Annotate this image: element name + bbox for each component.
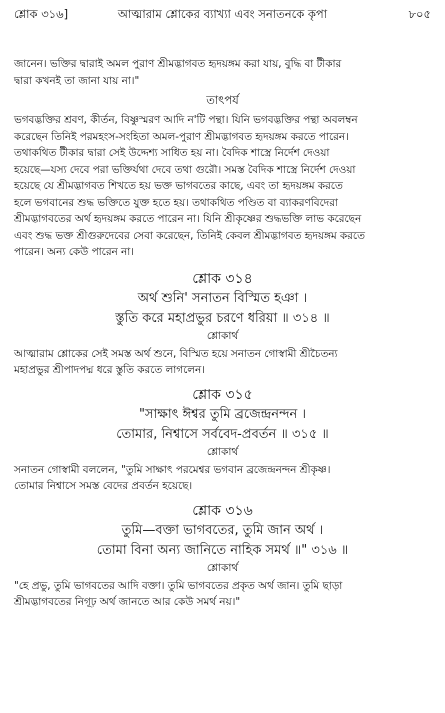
text-line: ভগবদ্ভক্তির শ্রবণ, কীর্তন, বিষ্ণুস্মরণ আদি ন'টি পন্থা। যিনি ভগবদ্ভক্তির পন্থা অবলম্বন (14, 114, 358, 126)
translation-label: শ্লোকার্থ (206, 445, 239, 458)
verse-number-314: শ্লোক ৩১৪ (192, 270, 253, 287)
verse-number-315: শ্লোক ৩১৫ (192, 386, 253, 403)
text-line: এবং শুদ্ধ ভক্ত শ্রীগুরুদেবের সেবা করেছেন, তিনিই কেবল শ্রীমদ্ভাগবত হৃদয়ঙ্গম করতে (14, 229, 365, 242)
translation-label: শ্লোকার্থ (206, 329, 239, 342)
intro-paragraph (14, 56, 431, 89)
verse-number-316: শ্লোক ৩১৬ (192, 502, 253, 519)
verse-line: তোমার, নিশ্বাসে সর্ববেদ-প্রবর্তন ॥ ৩১৫ ॥ (116, 426, 329, 442)
text-line: মহাপ্রভুর শ্রীপাদপদ্ম ধরে স্তুতি করতে লাগলেন। (14, 364, 205, 376)
verse-line: "সাক্ষাৎ ঈশ্বর তুমি ব্রজেন্দ্রনন্দন । (138, 406, 307, 422)
verse-line: অর্থ শুনি' সনাতন বিস্মিত হঞা । (137, 290, 308, 306)
text-line: সনাতন গোস্বামী বললেন, "তুমি সাক্ষাৎ পরমেশ্বর ভগবান ব্রজেন্দ্রনন্দন শ্রীকৃষ্ণ। (14, 463, 331, 476)
text-line: জানেন। ভক্তির দ্বারাই অমল পুরাণ শ্রীমদ্ভাগবত হৃদয়ঙ্গম করা যায়, বুদ্ধি বা টীকার (14, 58, 342, 70)
text-line: করেছেন তিনিই পরমহংস-সংহিতা অমল-পুরাণ শ্রীমদ্ভাগবত হৃদয়ঙ্গম করতে পারেন। (14, 130, 349, 143)
text-line: তোমার নিশ্বাসে সমস্ত বেদের প্রবর্তন হয়েছে। (14, 480, 193, 492)
text-line: "হে প্রভু, তুমি ভাগবতের আদি বক্তা। তুমি ভাগবতের প্রকৃত অর্থ জান। তুমি ছাড়া (14, 579, 343, 592)
page-body (14, 56, 431, 613)
text-line: আত্মারাম শ্লোকের সেই সমস্ত অর্থ শুনে, বিস্মিত হয়ে সনাতন গোস্বামী শ্রীচৈতন্য (14, 347, 338, 360)
verse-line: তুমি—বক্তা ভাগবতের, তুমি জান অর্থ । (121, 522, 324, 538)
header-verse-ref: শ্লোক ৩১৬] (14, 7, 69, 21)
text-line: দ্বারা কখনই তা জানা যায় না।" (14, 74, 140, 87)
text-line: হয়েছে—যস্য দেবে পরা ভক্তির্যথা দেবে তথা গুরৌ। সমস্ত বৈদিক শাস্ত্রে নির্দেশ দেওয়া (14, 163, 356, 176)
translation-paragraph-314 (14, 346, 431, 379)
translation-label: শ্লোকার্থ (206, 561, 239, 574)
header-page-number: ৮০৫ (408, 7, 431, 21)
verse-line: স্তুতি করে মহাপ্রভুর চরণে ধরিয়া ॥ ৩১৪ ॥ (115, 310, 330, 326)
purport-paragraph (14, 112, 431, 261)
header-chapter-title: আত্মারাম শ্লোকের ব্যাখ্যা এবং সনাতনকে কৃপা (117, 7, 328, 21)
text-line: হয়েছে যে শ্রীমদ্ভাগবত শিখতে হয় ভক্ত ভাগবতের কাছে, এবং তা হৃদয়ঙ্গম করতে (14, 180, 343, 192)
text-line: তথাকথিত টীকার দ্বারা সেই উদ্দেশ্য সাধিত হয় না। বৈদিক শাস্ত্রে নির্দেশ দেওয়া (14, 147, 330, 159)
text-line: পারেন। অন্য কেউ পারেন না। (14, 246, 134, 258)
text-line: হলে ভগবানের শুদ্ধ ভক্তিতে যুক্ত হতে হয়। তথাকথিত পণ্ডিত বা ব্যাকরণবিদেরা (14, 196, 338, 209)
text-line: শ্রীমদ্ভাগবতের অর্থ হৃদয়ঙ্গম করতে পারেন না। যিনি শ্রীকৃষ্ণের শুদ্ধভক্তি লাভ করেছেন (14, 213, 362, 225)
text-line: শ্রীমদ্ভাগবতের নিগূঢ় অর্থ জানতে আর কেউ সমর্থ নয়।" (14, 596, 241, 608)
translation-paragraph-316 (14, 578, 431, 611)
purport-heading: তাৎপর্য (206, 93, 239, 107)
running-header (14, 6, 431, 26)
translation-paragraph-315 (14, 462, 431, 495)
verse-line: তোমা বিনা অন্য জানিতে নাহিক সমর্থ ॥" ৩১৬ ॥ (96, 542, 349, 558)
